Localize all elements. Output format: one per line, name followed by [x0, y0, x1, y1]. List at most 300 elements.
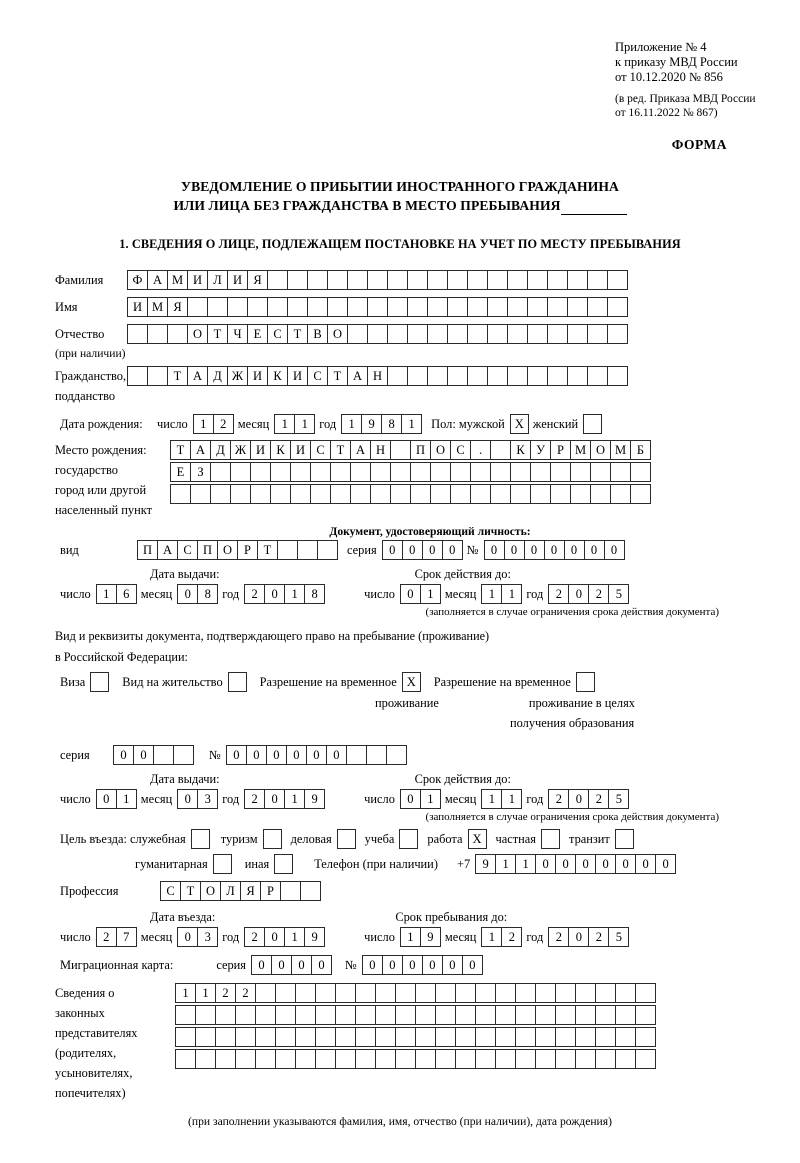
form-cell[interactable]: 0 [113, 745, 134, 765]
form-cell[interactable] [590, 484, 611, 504]
legal-input-row-2[interactable] [175, 1005, 655, 1025]
form-cell[interactable]: 0 [96, 789, 117, 809]
purpose-transit-checkbox[interactable] [615, 829, 633, 849]
form-cell[interactable] [510, 462, 531, 482]
purpose-other-checkbox[interactable] [274, 854, 292, 874]
form-cell[interactable]: 0 [402, 540, 423, 560]
form-cell[interactable] [487, 297, 508, 317]
birth-day-input[interactable] [193, 414, 233, 434]
form-cell[interactable] [290, 484, 311, 504]
form-cell[interactable] [387, 270, 408, 290]
form-cell[interactable] [399, 829, 418, 849]
form-cell[interactable]: Х [510, 414, 529, 434]
form-cell[interactable]: 2 [215, 983, 236, 1003]
form-cell[interactable] [346, 745, 367, 765]
form-cell[interactable]: 0 [544, 540, 565, 560]
form-cell[interactable] [527, 324, 548, 344]
form-cell[interactable]: 0 [311, 955, 332, 975]
purpose-work-checkbox[interactable] [468, 829, 486, 849]
form-cell[interactable]: 1 [501, 789, 522, 809]
form-cell[interactable]: 0 [524, 540, 545, 560]
form-cell[interactable]: О [430, 440, 451, 460]
form-cell[interactable] [430, 484, 451, 504]
form-cell[interactable] [191, 829, 210, 849]
visa-checkbox[interactable] [90, 672, 108, 692]
form-cell[interactable]: 2 [501, 927, 522, 947]
form-cell[interactable]: 0 [264, 789, 285, 809]
form-cell[interactable] [407, 366, 428, 386]
form-cell[interactable]: З [190, 462, 211, 482]
form-cell[interactable]: И [227, 270, 248, 290]
form-cell[interactable]: М [570, 440, 591, 460]
form-cell[interactable] [255, 1005, 276, 1025]
stay-valid-year-input[interactable] [548, 789, 628, 809]
form-cell[interactable] [230, 462, 251, 482]
form-cell[interactable] [387, 366, 408, 386]
form-cell[interactable] [507, 297, 528, 317]
phone-input[interactable] [475, 854, 675, 874]
form-cell[interactable] [435, 983, 456, 1003]
form-cell[interactable] [307, 297, 328, 317]
form-cell[interactable] [475, 1027, 496, 1047]
form-cell[interactable]: Ф [127, 270, 148, 290]
purpose-private-checkbox[interactable] [541, 829, 559, 849]
form-cell[interactable] [410, 484, 431, 504]
form-cell[interactable]: 0 [422, 540, 443, 560]
form-cell[interactable] [215, 1005, 236, 1025]
form-cell[interactable]: О [187, 324, 208, 344]
birth-place-input-row-2[interactable] [170, 462, 650, 482]
form-cell[interactable]: 6 [116, 584, 137, 604]
form-cell[interactable]: 0 [564, 540, 585, 560]
form-cell[interactable] [173, 745, 194, 765]
form-cell[interactable] [250, 484, 271, 504]
form-cell[interactable] [187, 297, 208, 317]
form-cell[interactable] [575, 983, 596, 1003]
form-cell[interactable]: 2 [244, 789, 265, 809]
form-cell[interactable] [575, 1027, 596, 1047]
form-cell[interactable] [387, 324, 408, 344]
form-cell[interactable] [515, 1027, 536, 1047]
form-cell[interactable] [300, 881, 321, 901]
form-cell[interactable]: 0 [555, 854, 576, 874]
form-cell[interactable]: П [410, 440, 431, 460]
form-cell[interactable] [255, 983, 276, 1003]
form-cell[interactable] [487, 270, 508, 290]
form-cell[interactable]: А [350, 440, 371, 460]
form-cell[interactable] [287, 270, 308, 290]
form-cell[interactable]: В [307, 324, 328, 344]
form-cell[interactable] [386, 745, 407, 765]
form-cell[interactable]: Л [207, 270, 228, 290]
form-cell[interactable] [90, 672, 109, 692]
form-cell[interactable]: 0 [291, 955, 312, 975]
form-cell[interactable] [610, 462, 631, 482]
form-cell[interactable]: А [190, 440, 211, 460]
form-cell[interactable] [450, 484, 471, 504]
form-cell[interactable] [495, 1005, 516, 1025]
stay-series-input[interactable] [113, 745, 193, 765]
form-cell[interactable] [487, 324, 508, 344]
form-cell[interactable] [370, 484, 391, 504]
residence-checkbox[interactable] [228, 672, 246, 692]
form-cell[interactable]: 1 [420, 789, 441, 809]
form-cell[interactable] [607, 297, 628, 317]
form-cell[interactable]: 1 [96, 584, 117, 604]
form-cell[interactable] [515, 983, 536, 1003]
form-cell[interactable] [407, 324, 428, 344]
form-cell[interactable] [270, 462, 291, 482]
form-cell[interactable] [367, 297, 388, 317]
form-cell[interactable] [607, 324, 628, 344]
form-cell[interactable] [395, 1027, 416, 1047]
form-cell[interactable] [210, 484, 231, 504]
form-cell[interactable] [435, 1005, 456, 1025]
form-cell[interactable] [547, 366, 568, 386]
form-cell[interactable] [355, 1005, 376, 1025]
form-cell[interactable]: Р [550, 440, 571, 460]
form-cell[interactable] [535, 983, 556, 1003]
form-cell[interactable] [390, 440, 411, 460]
purpose-humanitarian-checkbox[interactable] [213, 854, 231, 874]
form-cell[interactable]: 3 [197, 789, 218, 809]
form-cell[interactable] [450, 462, 471, 482]
doc-issue-month-input[interactable] [177, 584, 217, 604]
form-cell[interactable] [490, 440, 511, 460]
form-cell[interactable] [630, 484, 651, 504]
form-cell[interactable]: Т [287, 324, 308, 344]
form-cell[interactable]: О [590, 440, 611, 460]
form-cell[interactable]: 1 [481, 584, 502, 604]
form-cell[interactable]: 0 [326, 745, 347, 765]
form-cell[interactable]: Т [207, 324, 228, 344]
form-cell[interactable] [455, 1005, 476, 1025]
form-cell[interactable] [587, 297, 608, 317]
doc-series-input[interactable] [382, 540, 462, 560]
form-cell[interactable]: Т [330, 440, 351, 460]
doc-valid-day-input[interactable] [400, 584, 440, 604]
form-cell[interactable] [127, 324, 148, 344]
form-cell[interactable] [427, 366, 448, 386]
form-cell[interactable] [470, 462, 491, 482]
form-cell[interactable] [576, 672, 595, 692]
form-cell[interactable] [635, 1005, 656, 1025]
form-cell[interactable]: 1 [116, 789, 137, 809]
form-cell[interactable] [277, 540, 298, 560]
legal-input-row-3[interactable] [175, 1027, 655, 1047]
form-cell[interactable]: 0 [266, 745, 287, 765]
form-cell[interactable]: К [270, 440, 291, 460]
form-cell[interactable] [467, 324, 488, 344]
form-cell[interactable] [447, 366, 468, 386]
form-cell[interactable] [390, 462, 411, 482]
form-cell[interactable] [330, 484, 351, 504]
doc-valid-year-input[interactable] [548, 584, 628, 604]
form-cell[interactable] [275, 1027, 296, 1047]
birth-city-input[interactable] [170, 484, 650, 504]
name-input[interactable] [127, 297, 627, 317]
form-cell[interactable]: 0 [568, 789, 589, 809]
form-cell[interactable] [475, 1049, 496, 1069]
form-cell[interactable]: О [217, 540, 238, 560]
form-cell[interactable]: 0 [575, 854, 596, 874]
form-cell[interactable] [470, 484, 491, 504]
form-cell[interactable]: С [267, 324, 288, 344]
form-cell[interactable]: 0 [400, 789, 421, 809]
form-cell[interactable] [235, 1005, 256, 1025]
form-cell[interactable] [295, 983, 316, 1003]
doc-number-input[interactable] [484, 540, 624, 560]
form-cell[interactable] [570, 484, 591, 504]
form-cell[interactable] [347, 270, 368, 290]
form-cell[interactable] [390, 484, 411, 504]
form-cell[interactable] [527, 366, 548, 386]
form-cell[interactable] [195, 1049, 216, 1069]
form-cell[interactable] [227, 297, 248, 317]
form-cell[interactable] [527, 270, 548, 290]
form-cell[interactable] [435, 1027, 456, 1047]
form-cell[interactable] [415, 1049, 436, 1069]
form-cell[interactable]: 0 [286, 745, 307, 765]
form-cell[interactable]: М [147, 297, 168, 317]
form-cell[interactable]: Р [237, 540, 258, 560]
form-cell[interactable]: Т [167, 366, 188, 386]
form-cell[interactable]: 0 [568, 584, 589, 604]
form-cell[interactable]: И [187, 270, 208, 290]
form-cell[interactable] [570, 462, 591, 482]
birth-month-input[interactable] [274, 414, 314, 434]
form-cell[interactable] [635, 1049, 656, 1069]
profession-input[interactable] [160, 881, 320, 901]
form-cell[interactable] [315, 1049, 336, 1069]
sex-female-checkbox[interactable] [583, 414, 601, 434]
form-cell[interactable] [235, 1049, 256, 1069]
form-cell[interactable] [275, 1049, 296, 1069]
form-cell[interactable]: 1 [495, 854, 516, 874]
form-cell[interactable] [255, 1027, 276, 1047]
form-cell[interactable] [555, 1049, 576, 1069]
form-cell[interactable]: 0 [264, 927, 285, 947]
form-cell[interactable]: 2 [235, 983, 256, 1003]
form-cell[interactable]: 0 [604, 540, 625, 560]
form-cell[interactable]: Т [180, 881, 201, 901]
form-cell[interactable] [530, 484, 551, 504]
form-cell[interactable]: 0 [251, 955, 272, 975]
form-cell[interactable]: Е [247, 324, 268, 344]
form-cell[interactable]: 2 [588, 789, 609, 809]
form-cell[interactable]: 0 [635, 854, 656, 874]
form-cell[interactable] [555, 983, 576, 1003]
form-cell[interactable] [235, 1027, 256, 1047]
form-cell[interactable] [415, 1005, 436, 1025]
form-cell[interactable] [335, 1027, 356, 1047]
form-cell[interactable]: И [127, 297, 148, 317]
form-cell[interactable]: 2 [244, 927, 265, 947]
form-cell[interactable] [587, 366, 608, 386]
form-cell[interactable]: Ж [230, 440, 251, 460]
form-cell[interactable]: 0 [422, 955, 443, 975]
form-cell[interactable] [475, 983, 496, 1003]
form-cell[interactable]: 1 [294, 414, 315, 434]
doc-valid-month-input[interactable] [481, 584, 521, 604]
form-cell[interactable] [447, 297, 468, 317]
form-cell[interactable] [507, 324, 528, 344]
edu-residence-checkbox[interactable] [576, 672, 594, 692]
form-cell[interactable]: С [307, 366, 328, 386]
form-cell[interactable]: 0 [133, 745, 154, 765]
form-cell[interactable] [487, 366, 508, 386]
entry-year-input[interactable] [244, 927, 324, 947]
form-cell[interactable]: 0 [271, 955, 292, 975]
form-cell[interactable] [447, 324, 468, 344]
form-cell[interactable] [375, 1049, 396, 1069]
form-cell[interactable] [427, 270, 448, 290]
form-cell[interactable] [510, 484, 531, 504]
form-cell[interactable] [555, 1005, 576, 1025]
form-cell[interactable] [270, 484, 291, 504]
form-cell[interactable] [350, 484, 371, 504]
form-cell[interactable] [547, 270, 568, 290]
stay-number-input[interactable] [226, 745, 406, 765]
stay-issue-month-input[interactable] [177, 789, 217, 809]
form-cell[interactable]: С [177, 540, 198, 560]
form-cell[interactable]: К [510, 440, 531, 460]
form-cell[interactable] [527, 297, 548, 317]
form-cell[interactable] [595, 1005, 616, 1025]
form-cell[interactable]: 1 [274, 414, 295, 434]
form-cell[interactable]: Н [370, 440, 391, 460]
form-cell[interactable] [615, 1049, 636, 1069]
form-cell[interactable]: 0 [226, 745, 247, 765]
form-cell[interactable]: К [267, 366, 288, 386]
form-cell[interactable] [375, 983, 396, 1003]
form-cell[interactable]: 0 [484, 540, 505, 560]
form-cell[interactable]: А [347, 366, 368, 386]
form-cell[interactable] [395, 983, 416, 1003]
form-cell[interactable] [210, 462, 231, 482]
form-cell[interactable]: Д [207, 366, 228, 386]
form-cell[interactable] [490, 462, 511, 482]
form-cell[interactable] [567, 297, 588, 317]
form-cell[interactable] [495, 1027, 516, 1047]
form-cell[interactable]: 0 [615, 854, 636, 874]
stay-issue-day-input[interactable] [96, 789, 136, 809]
form-cell[interactable]: С [160, 881, 181, 901]
form-cell[interactable]: М [610, 440, 631, 460]
form-cell[interactable] [307, 270, 328, 290]
form-cell[interactable] [427, 324, 448, 344]
form-cell[interactable]: 1 [175, 983, 196, 1003]
form-cell[interactable]: 1 [501, 584, 522, 604]
form-cell[interactable]: Х [402, 672, 421, 692]
citizenship-input[interactable] [127, 366, 627, 386]
form-cell[interactable] [467, 270, 488, 290]
form-cell[interactable]: Б [630, 440, 651, 460]
form-cell[interactable]: 0 [246, 745, 267, 765]
form-cell[interactable] [267, 297, 288, 317]
doc-kind-input[interactable] [137, 540, 337, 560]
form-cell[interactable]: П [137, 540, 158, 560]
form-cell[interactable]: С [450, 440, 471, 460]
form-cell[interactable] [330, 462, 351, 482]
form-cell[interactable] [607, 270, 628, 290]
form-cell[interactable]: 0 [264, 584, 285, 604]
form-cell[interactable] [247, 297, 268, 317]
form-cell[interactable] [550, 484, 571, 504]
form-cell[interactable] [395, 1049, 416, 1069]
form-cell[interactable]: У [530, 440, 551, 460]
form-cell[interactable] [317, 540, 338, 560]
form-cell[interactable] [541, 829, 560, 849]
form-cell[interactable] [575, 1049, 596, 1069]
form-cell[interactable]: . [470, 440, 491, 460]
form-cell[interactable] [410, 462, 431, 482]
form-cell[interactable]: Т [327, 366, 348, 386]
stay-until-day-input[interactable] [400, 927, 440, 947]
form-cell[interactable]: 2 [213, 414, 234, 434]
form-cell[interactable] [495, 983, 516, 1003]
patronymic-input[interactable] [127, 324, 627, 344]
form-cell[interactable] [127, 366, 148, 386]
form-cell[interactable]: Х [468, 829, 487, 849]
form-cell[interactable] [587, 324, 608, 344]
form-cell[interactable]: Ж [227, 366, 248, 386]
form-cell[interactable]: 0 [568, 927, 589, 947]
form-cell[interactable]: Я [247, 270, 268, 290]
form-cell[interactable]: 0 [402, 955, 423, 975]
form-cell[interactable]: 8 [381, 414, 402, 434]
form-cell[interactable]: 1 [481, 789, 502, 809]
form-cell[interactable]: 0 [462, 955, 483, 975]
form-cell[interactable]: И [247, 366, 268, 386]
form-cell[interactable]: Д [210, 440, 231, 460]
birth-place-input-row-1[interactable] [170, 440, 650, 460]
form-cell[interactable]: 0 [400, 584, 421, 604]
form-cell[interactable]: 1 [481, 927, 502, 947]
form-cell[interactable]: Т [170, 440, 191, 460]
form-cell[interactable]: Я [240, 881, 261, 901]
form-cell[interactable] [607, 366, 628, 386]
form-cell[interactable] [275, 1005, 296, 1025]
form-cell[interactable] [297, 540, 318, 560]
form-cell[interactable]: 0 [584, 540, 605, 560]
form-cell[interactable] [153, 745, 174, 765]
form-cell[interactable] [167, 324, 188, 344]
form-cell[interactable] [567, 270, 588, 290]
form-cell[interactable]: Е [170, 462, 191, 482]
form-cell[interactable]: 2 [244, 584, 265, 604]
form-cell[interactable] [280, 881, 301, 901]
form-cell[interactable] [147, 324, 168, 344]
form-cell[interactable] [507, 270, 528, 290]
form-cell[interactable] [415, 1027, 436, 1047]
form-cell[interactable] [355, 1027, 376, 1047]
form-cell[interactable] [395, 1005, 416, 1025]
form-cell[interactable] [595, 983, 616, 1003]
form-cell[interactable] [250, 462, 271, 482]
form-cell[interactable] [215, 1027, 236, 1047]
form-cell[interactable]: О [200, 881, 221, 901]
form-cell[interactable] [615, 983, 636, 1003]
form-cell[interactable]: 9 [361, 414, 382, 434]
form-cell[interactable] [575, 1005, 596, 1025]
form-cell[interactable] [355, 1049, 376, 1069]
form-cell[interactable]: 1 [515, 854, 536, 874]
form-cell[interactable]: 9 [304, 789, 325, 809]
form-cell[interactable]: 7 [116, 927, 137, 947]
form-cell[interactable] [315, 1027, 336, 1047]
form-cell[interactable]: Л [220, 881, 241, 901]
